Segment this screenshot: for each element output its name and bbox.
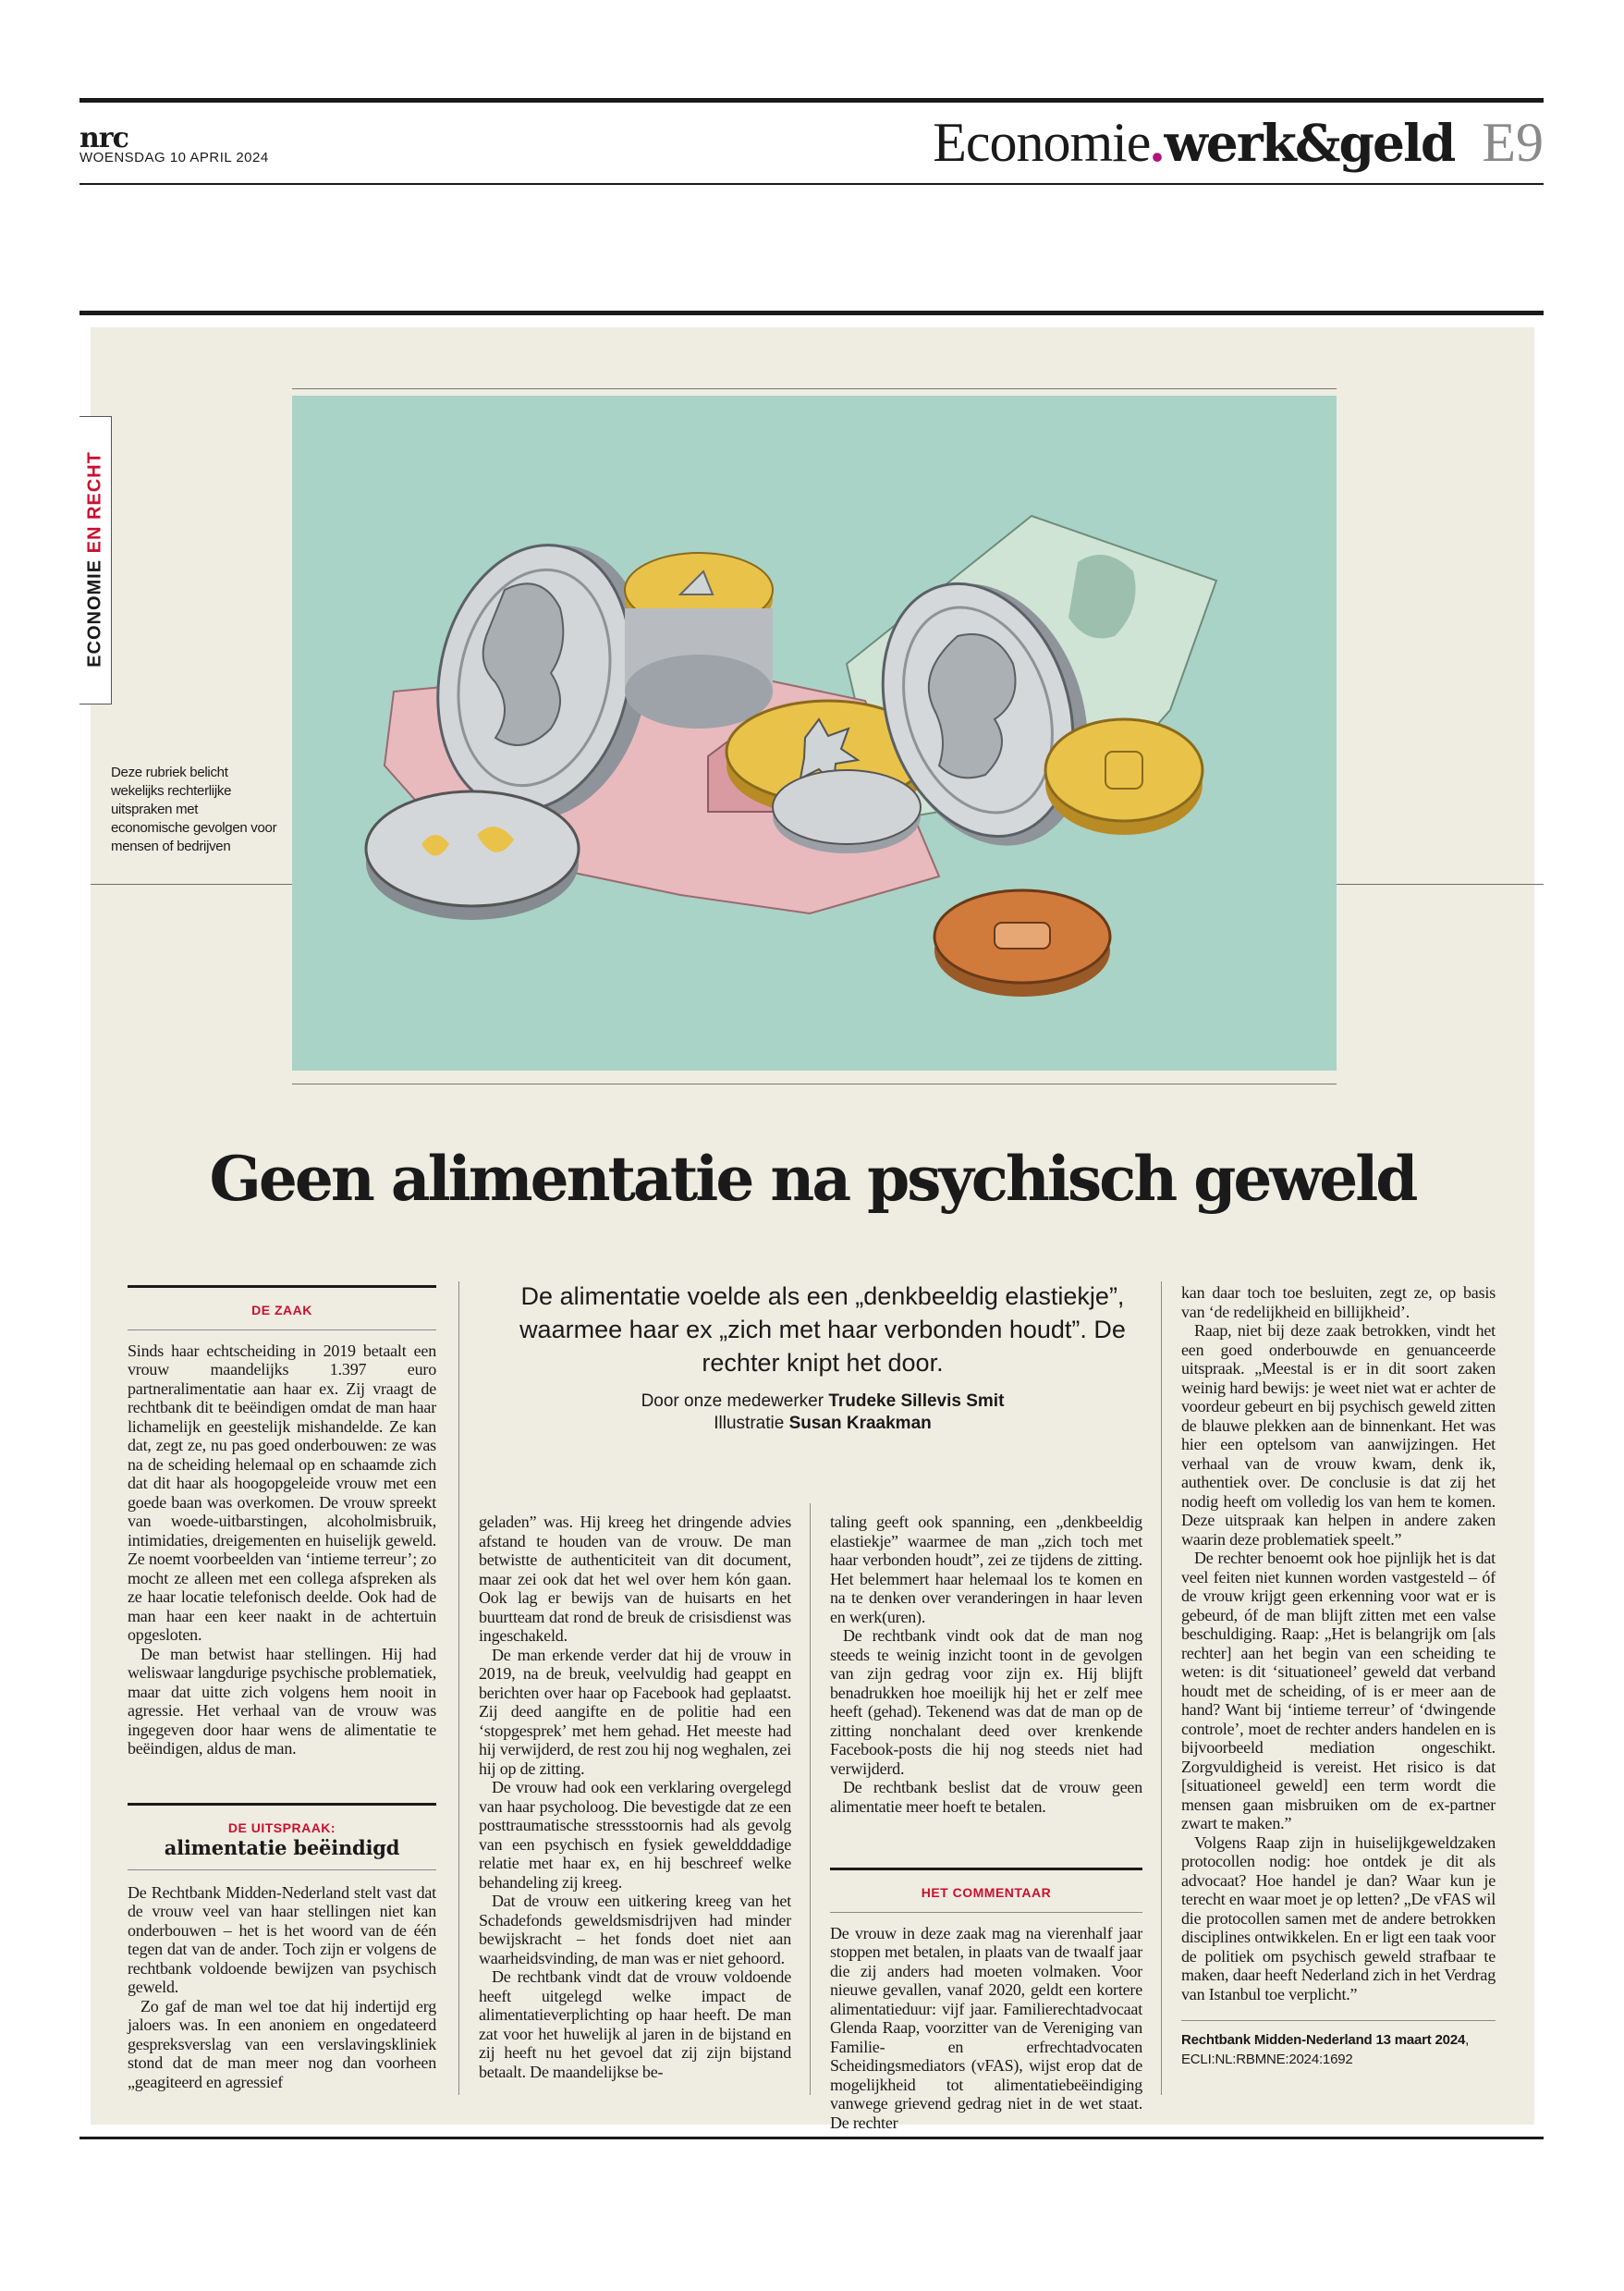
article-intro: De alimentatie voelde als een „denkbeeldig elastiekje”, waarmee haar ex „zich met haar verbonden houdt”. De rechter knipt het door.: [519, 1282, 1126, 1377]
uitspraak-rule: [128, 1869, 436, 1870]
body-paragraph: Raap, niet bij deze zaak betrokken, vindt het een goed onderbouwde en genuanceerde uitspraak. „Meestal is er in dit soort zaken weinig hard bewijs: je weet niet wat er achter de voordeur gebeurt en bij psychisch geweld zitten de blauwe plekken aan de binnenkant. Het was hier een optelsom van aanwijzingen. Het verhaal van de vrouw kwam, denk ik, authentiek over. De conclusie is dat zij het nodig heeft om volledig los van hem te komen. Deze uitspraak kan helpen in andere zaken waarin deze problematiek speelt.”: [1181, 1321, 1496, 1549]
column-2: [479, 1513, 791, 2081]
court-source-ecli: , ECLI:NL:RBMNE:2024:1692: [1181, 2032, 1470, 2067]
uitspraak-paragraph: De Rechtbank Midden-Nederland stelt vast dat de vrouw veel van haar stellingen niet kan onderbouwen – het is het woord van de één tegen dat van de ander. Toch zijn er volgens de rechtbank voldoende bewijzen van psychisch geweld.: [128, 1882, 436, 1996]
illustration-top-rule: [292, 388, 1337, 389]
body-paragraph: De rechtbank beslist dat de vrouw geen alimentatie meer hoeft te betalen.: [830, 1778, 1142, 1816]
body-paragraph: kan daar toch toe besluiten, zegt ze, op basis van ‘de redelijkheid en billijkheid’.: [1181, 1283, 1496, 1321]
box-rule: [128, 1803, 436, 1806]
body-paragraph: De vrouw had ook een verklaring overgelegd van haar psycholoog. Die bevestigde dat ze een posttraumatische stressstoornis had als gevolg van een psychisch en fysiek geweldddadige relatie met haar ex, en hij beschreef welke behandeling zij kreeg.: [479, 1778, 791, 1892]
rubric-description: Deze rubriek belicht wekelijks rechterlijke uitspraken met economische gevolgen voor mensen of bedrijven: [111, 765, 277, 854]
masthead-top-rule: [79, 98, 1544, 103]
zaak-label: DE ZAAK: [251, 1303, 312, 1317]
uitspraak-paragraph: Zo gaf de man wel toe dat hij indertijd erg jaloers was. In een anoniem en ongedateerd gespreksverslag van een verslavingskliniek stond dat de man meer nog dan voorheen „geagiteerd en agressief: [128, 1996, 436, 2091]
column-divider: [458, 1281, 459, 2095]
uitspraak-subtitle: alimentatie beëindigd: [164, 1836, 400, 1859]
column-3: [830, 1513, 1142, 2132]
illustration-credit-name: Susan Kraakman: [788, 1414, 932, 1433]
body-paragraph: De man erkende verder dat hij de vrouw in 2019, na de breuk, veelvuldig had geappt en berichten over haar op Facebook had geplaatst. Zij deed aangifte en de politie had een ‘stopgesprek’ met hem gehad. Het meeste had hij verwijderd, de rest zou hij nog weghalen, zei hij op de zitting.: [479, 1645, 791, 1778]
column-divider: [1161, 1281, 1162, 2095]
column-4: [1181, 1283, 1496, 2069]
column-zaak: [128, 1285, 436, 2091]
box-rule: [830, 1868, 1142, 1870]
rubric-tab-label-red: EN RECHT: [84, 451, 105, 554]
body-paragraph: taling geeft ook spanning, een „denkbeeldig elastiekje” waarmee de man „zich toch met haar verbonden houdt”, zei ze tijdens de zitting. Het belemmert haar helemaal los te komen en na te denken over veranderingen in haar leven en werk(uren).: [830, 1513, 1142, 1626]
rubric-tab-label: [85, 451, 106, 668]
section-heading: [933, 107, 1544, 178]
coins-illustration: [292, 396, 1337, 1071]
commentaar-paragraph: De vrouw in deze zaak mag na vierenhalf jaar stoppen met betalen, in plaats van de twaalf jaar die zij anders had moeten volmaken. Voor nieuwe gevallen, vanaf 2020, geldt een kortere alimentatieduur: vijf jaar. Familierechtadvocaat Glenda Raap, voorzitter van de Vereniging van Familie- en erfrechtadvocaten Scheidingsmediators (vFAS), wijst erop dat de mogelijkheid tot alimentatiebeëindiging vanwege grievend gedrag niet in de wet staat. De rechter: [830, 1923, 1142, 2132]
body-paragraph: De rechtbank vindt ook dat de man nog steeds te weinig inzicht toont in de gevolgen van zijn gedrag voor zijn ex. Hij blijft benadrukken hoe moeilijk hij het er zelf mee heeft (gehad). Tekenend was dat de man op de zitting nonchalant deed over krenkende Facebook-posts die hij nog steeds niet had verwijderd.: [830, 1626, 1142, 1778]
zaak-rule: [128, 1329, 436, 1330]
edition-date: WOENSDAG 10 APRIL 2024: [79, 150, 269, 165]
section-title-bold: werk&geld: [1164, 113, 1455, 173]
zaak-paragraph: Sinds haar echtscheiding in 2019 betaalt een vrouw maandelijks 1.397 euro partneralimentatie aan haar ex. Zij vraagt de rechtbank dit te beëindigen omdat de man haar lichamelijk en geestelijk mishandelde. Ze kan dat, zegt ze, nu pas goed onderbouwen: ze was na de scheiding helemaal op en schaamde zich dat dit haar als hoogopgeleide vrouw met een goede baan was overkomen. De vrouw spreekt van woede-uitbarstingen, alcoholmisbruik, intimidaties, dreigementen en huiselijk geweld. Ze noemt voorbeelden van ‘intieme terreur’; zo mocht ze alleen met een collega afspreken als ze haar locatie telefonisch deelde. Ook had de man haar een keer naakt in de achtertuin opgesloten.: [128, 1341, 436, 1644]
body-paragraph: Dat de vrouw een uitkering kreeg van het Schadefonds geweldsmisdrijven had minder bewijskracht – het fonds doet niet aan waarheidsvinding, de man was er niet gehoord.: [479, 1892, 791, 1967]
byline-author: Trudeke Sillevis Smit: [828, 1391, 1005, 1411]
masthead-bottom-rule: [79, 183, 1544, 185]
uitspraak-label: DE UITSPRAAK:: [227, 1819, 336, 1835]
source-rule: [1181, 2020, 1496, 2021]
page-number: E9: [1482, 112, 1544, 173]
section-title-light: Economie: [933, 112, 1151, 173]
court-source-name: Rechtbank Midden-Nederland 13 maart 2024: [1181, 2032, 1466, 2048]
body-paragraph: De rechter benoemt ook hoe pijnlijk het is dat veel feiten niet kunnen worden vastgesteld – óf de vrouw krijgt geen erkenning voor wat er is gebeurd, óf de man blijft zitten met een valse beschuldiging. Raap: „Het is belangrijk om [als rechter] aan het begin van een scheiding te weten: is dit ‘situationeel’ geweld dat verband houdt met de scheiding, of is er meer aan de hand? Want bij ‘intieme terreur’ of ‘dwingende controle’, moet de rechter anders handelen en is bijvoorbeeld mediation ongeschikt. Zorgvuldigheid is vereist. Het risico is dat [situationeel geweld] een term wordt die mensen gaan misbruiken om de ex-partner zwart te maken.”: [1181, 1549, 1496, 1832]
section-title-dot: .: [1150, 112, 1165, 173]
article-headline: Geen alimentatie na psychisch geweld: [209, 1143, 1416, 1215]
body-paragraph: Volgens Raap zijn in huiselijkgeweldzaken protocollen nodig: hoe ontdek je dit als advocaat? Hoe handel je dan? Waar kun je terecht en waar moet je op letten? „De vFAS wil die protocollen samen met de andere betrokken disciplines ontwikkelen. En er ligt een taak voor de politiek om psychisch geweld strafbaar te maken, daar heeft Nederland zich in het Verdrag van Istanbul toe verplicht.”: [1181, 1832, 1496, 2003]
rubric-tab-label-black: ECONOMIE: [84, 553, 105, 668]
brand-logo: nrc: [79, 122, 128, 154]
commentaar-rule: [830, 1912, 1142, 1913]
box-rule: [128, 1285, 436, 1288]
body-paragraph: geladen” was. Hij kreeg het dringende advies afstand te houden van de vrouw. De man betwistte de authenticiteit van dit document, maar zei ook dat het wel over hem kón gaan. Ook lag er bewijs van de huisarts en het buurtteam dat rond de breuk de crisisdienst was ingeschakeld.: [479, 1513, 791, 1645]
body-paragraph: De rechtbank vindt dat de vrouw voldoende heeft uitgelegd welke impact de alimentatieverplichting op haar heeft. De man zat voor het huwelijk al jaren in de bijstand en zij heeft nu het gevoel dat zij zijn bijstand betaalt. De maandelijkse be-: [479, 1967, 791, 2081]
column-divider: [810, 1503, 811, 2095]
commentaar-label: HET COMMENTAAR: [921, 1885, 1052, 1900]
byline-prefix: Door onze medewerker: [641, 1391, 829, 1411]
illustration-credit-prefix: Illustratie: [714, 1414, 789, 1433]
zaak-paragraph: De man betwist haar stellingen. Hij had weliswaar langdurige psychische problematiek, maar dat uitte zich volgens hem nooit in agressie. Het verhaal van de vrouw was ingegeven door haar wens de alimentatie te beëindigen, aldus de man.: [128, 1644, 436, 1758]
court-source: [1181, 2030, 1496, 2069]
article-byline: [518, 1391, 1128, 1435]
